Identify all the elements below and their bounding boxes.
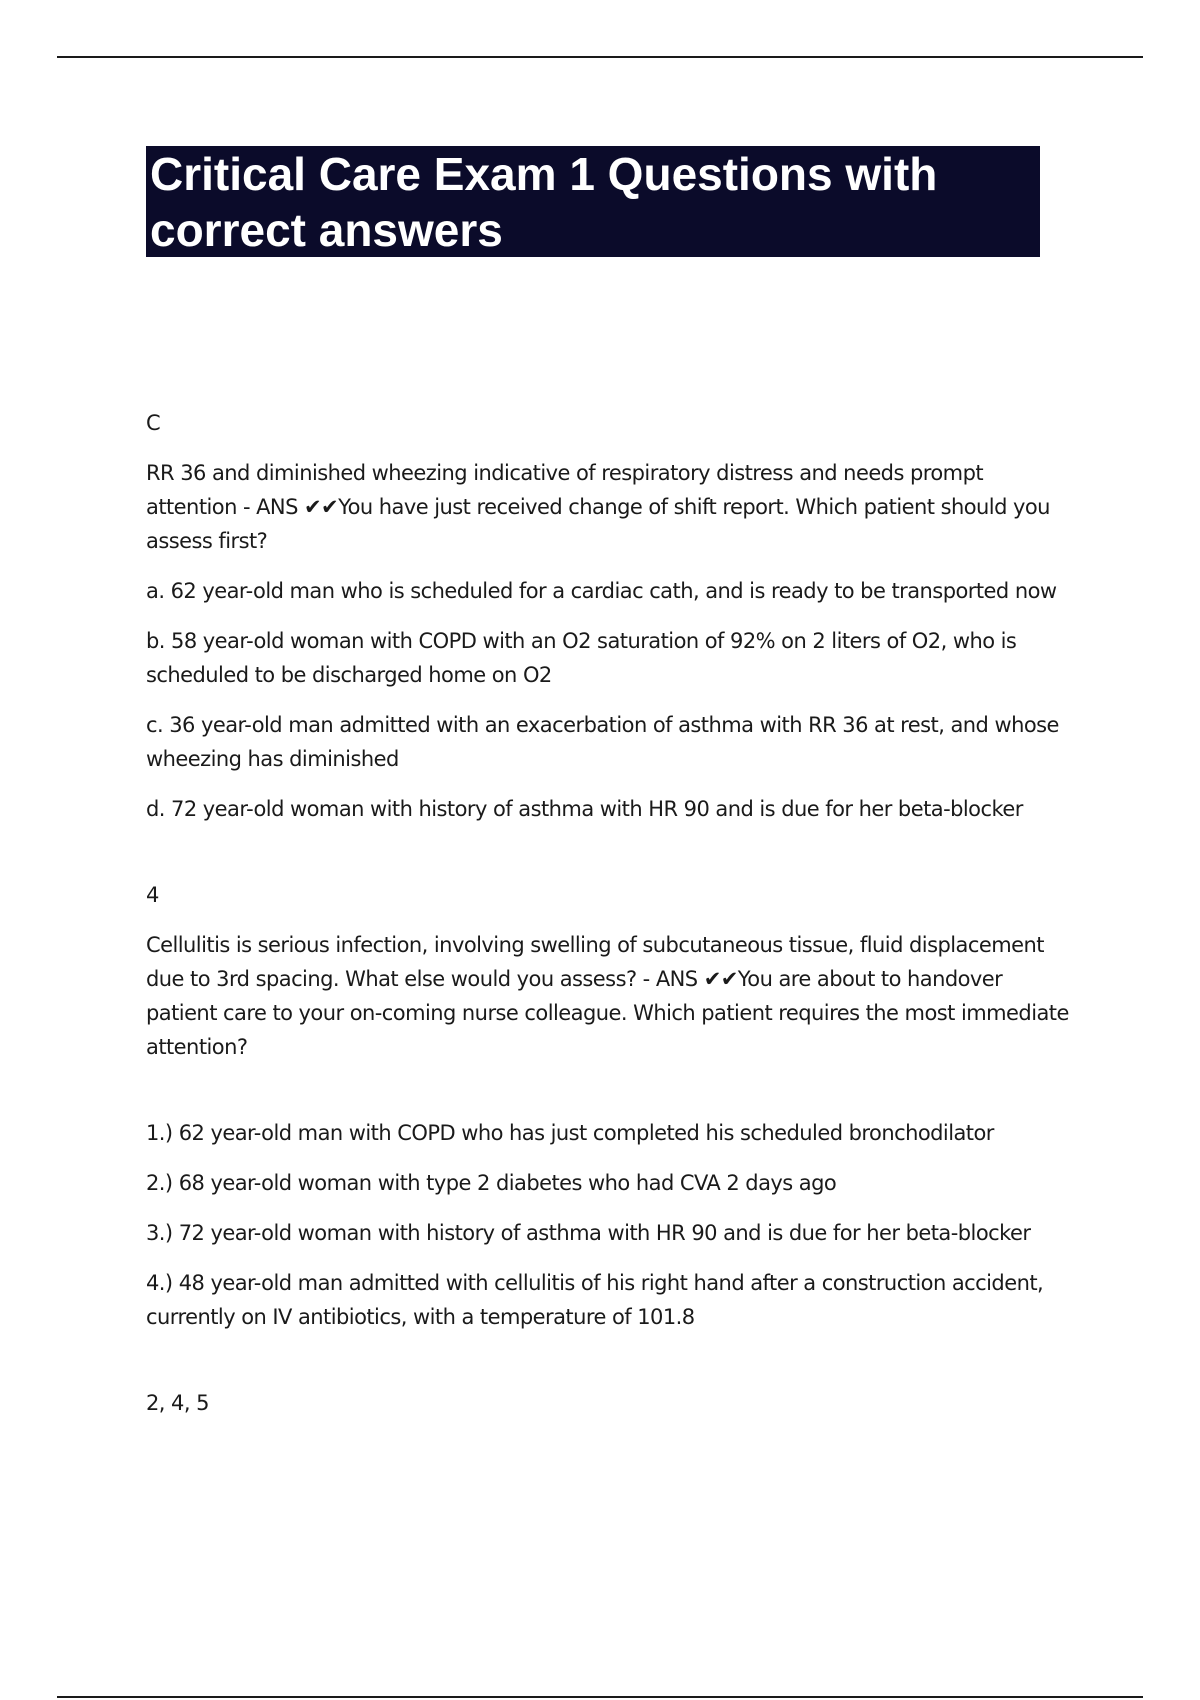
q2-option-4: 4.) 48 year-old man admitted with cellulitis of his right hand after a construction accident, currently on IV antibiotics, with a temperature of 101.8 (146, 1271, 1044, 1329)
title-banner (146, 146, 1040, 257)
q1-option-c: c. 36 year-old man admitted with an exacerbation of asthma with RR 36 at rest, and whose wheezing has diminished (146, 713, 1059, 771)
document-title: Critical Care Exam 1 Questions with correct answers (150, 148, 938, 256)
q2-text: Cellulitis is serious infection, involving swelling of subcutaneous tissue, fluid displacement due to 3rd spacing. What else would you assess? - ANS ✔✔You are about to handover patient care to your on-coming nurse colleague. Which patient requires the most immediate attention? (146, 933, 1069, 1059)
footer-rule (57, 1696, 1143, 1698)
q2-option-1: 1.) 62 year-old man with COPD who has just completed his scheduled bronchodilator (146, 1121, 994, 1145)
q1-option-a: a. 62 year-old man who is scheduled for a cardiac cath, and is ready to be transported now (146, 579, 1057, 603)
q2-option-2: 2.) 68 year-old woman with type 2 diabetes who had CVA 2 days ago (146, 1171, 837, 1195)
document-body (146, 406, 1076, 1436)
q1-text: RR 36 and diminished wheezing indicative of respiratory distress and needs prompt attention - ANS ✔✔You have just received change of shift report. Which patient should you assess first? (146, 461, 1050, 553)
header-rule (57, 56, 1143, 58)
q1-answer-label: C (146, 411, 161, 435)
q1-option-d: d. 72 year-old woman with history of asthma with HR 90 and is due for her beta-blocker (146, 797, 1023, 821)
q2-answer-label: 4 (146, 883, 159, 907)
q3-answer-label: 2, 4, 5 (146, 1391, 209, 1415)
q2-option-3: 3.) 72 year-old woman with history of asthma with HR 90 and is due for her beta-blocker (146, 1221, 1031, 1245)
q1-option-b: b. 58 year-old woman with COPD with an O2 saturation of 92% on 2 liters of O2, who is scheduled to be discharged home on O2 (146, 629, 1017, 687)
